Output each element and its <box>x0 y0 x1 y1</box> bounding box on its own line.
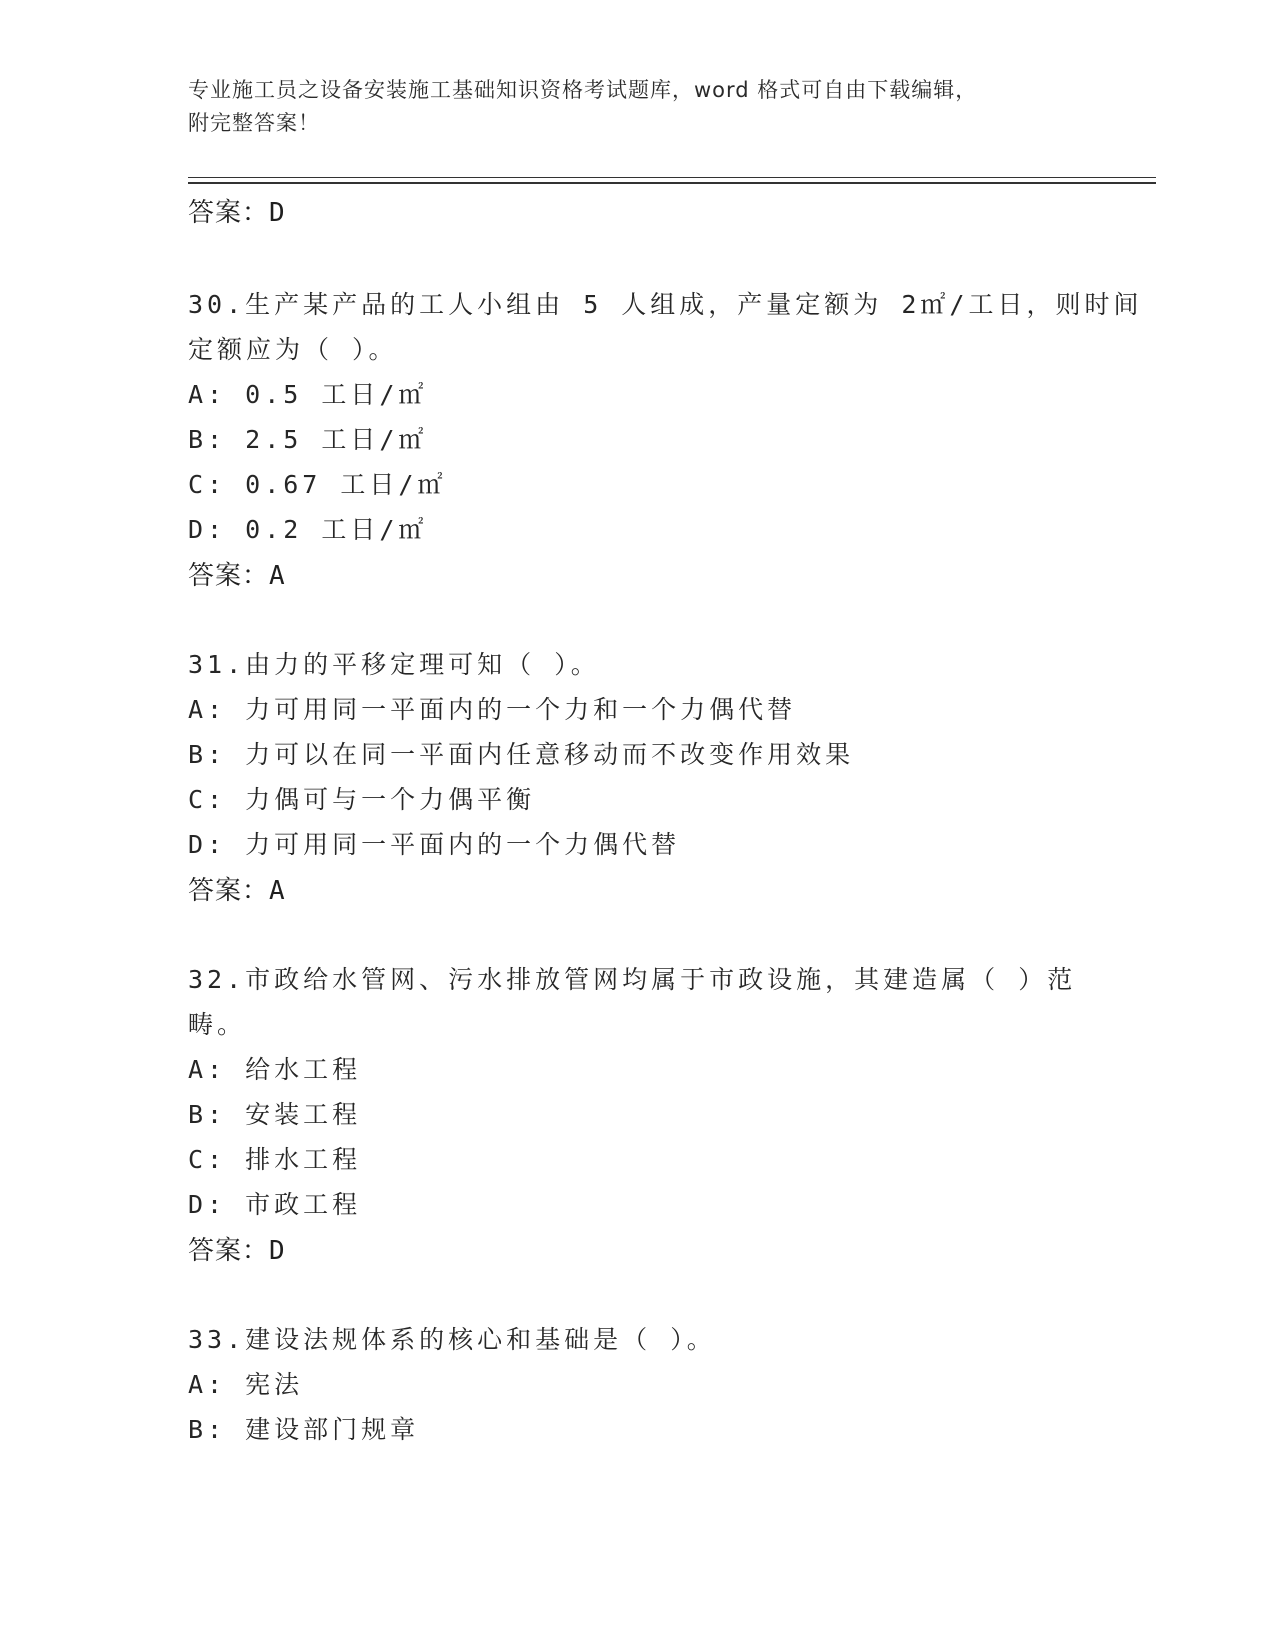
question-32-stem-1: 32.市政给水管网、污水排放管网均属于市政设施，其建造属（ ）范 <box>188 965 1077 994</box>
header-rule-thin <box>188 177 1156 178</box>
question-33-option-a: A: 宪法 <box>188 1370 304 1399</box>
question-30-option-c: C: 0.67 工日/㎡ <box>188 470 447 499</box>
question-30-stem-2: 定额应为（ ）。 <box>188 335 398 364</box>
question-30-answer <box>188 555 286 592</box>
prev-answer <box>188 192 286 229</box>
header-line-1: 专业施工员之设备安装施工基础知识资格考试题库，word 格式可自由下载编辑， <box>188 78 978 102</box>
question-30-stem-1: 30.生产某产品的工人小组由 5 人组成，产量定额为 2㎡/工日，则时间 <box>188 290 1143 319</box>
answer-value: A <box>269 876 286 906</box>
question-33-stem-1: 33.建设法规体系的核心和基础是（ ）。 <box>188 1325 716 1354</box>
question-32-option-b: B: 安装工程 <box>188 1100 362 1129</box>
question-31-option-c: C: 力偶可与一个力偶平衡 <box>188 785 536 814</box>
question-30-option-d: D: 0.2 工日/㎡ <box>188 515 428 544</box>
question-32-option-c: C: 排水工程 <box>188 1145 362 1174</box>
question-30-option-b: B: 2.5 工日/㎡ <box>188 425 428 454</box>
answer-label: 答案： <box>188 198 270 228</box>
question-31-stem-1: 31.由力的平移定理可知（ ）。 <box>188 650 600 679</box>
question-30-option-a: A: 0.5 工日/㎡ <box>188 380 428 409</box>
question-32-option-a: A: 给水工程 <box>188 1055 362 1084</box>
answer-value: D <box>269 1236 286 1266</box>
question-31-option-a: A: 力可用同一平面内的一个力和一个力偶代替 <box>188 695 797 724</box>
question-32-option-d: D: 市政工程 <box>188 1190 362 1219</box>
question-32-answer <box>188 1230 286 1267</box>
question-31-option-b: B: 力可以在同一平面内任意移动而不改变作用效果 <box>188 740 855 769</box>
answer-label: 答案： <box>188 561 270 591</box>
question-31-answer <box>188 870 286 907</box>
header-rule-thick <box>188 182 1156 184</box>
answer-label: 答案： <box>188 876 270 906</box>
document-header <box>188 74 1088 140</box>
answer-value: D <box>269 198 286 228</box>
question-33-option-b: B: 建设部门规章 <box>188 1415 420 1444</box>
header-line-2: 附完整答案！ <box>188 111 320 135</box>
question-32-stem-2: 畴。 <box>188 1010 247 1039</box>
question-31-option-d: D: 力可用同一平面内的一个力偶代替 <box>188 830 681 859</box>
answer-label: 答案： <box>188 1236 270 1266</box>
answer-value: A <box>269 561 286 591</box>
